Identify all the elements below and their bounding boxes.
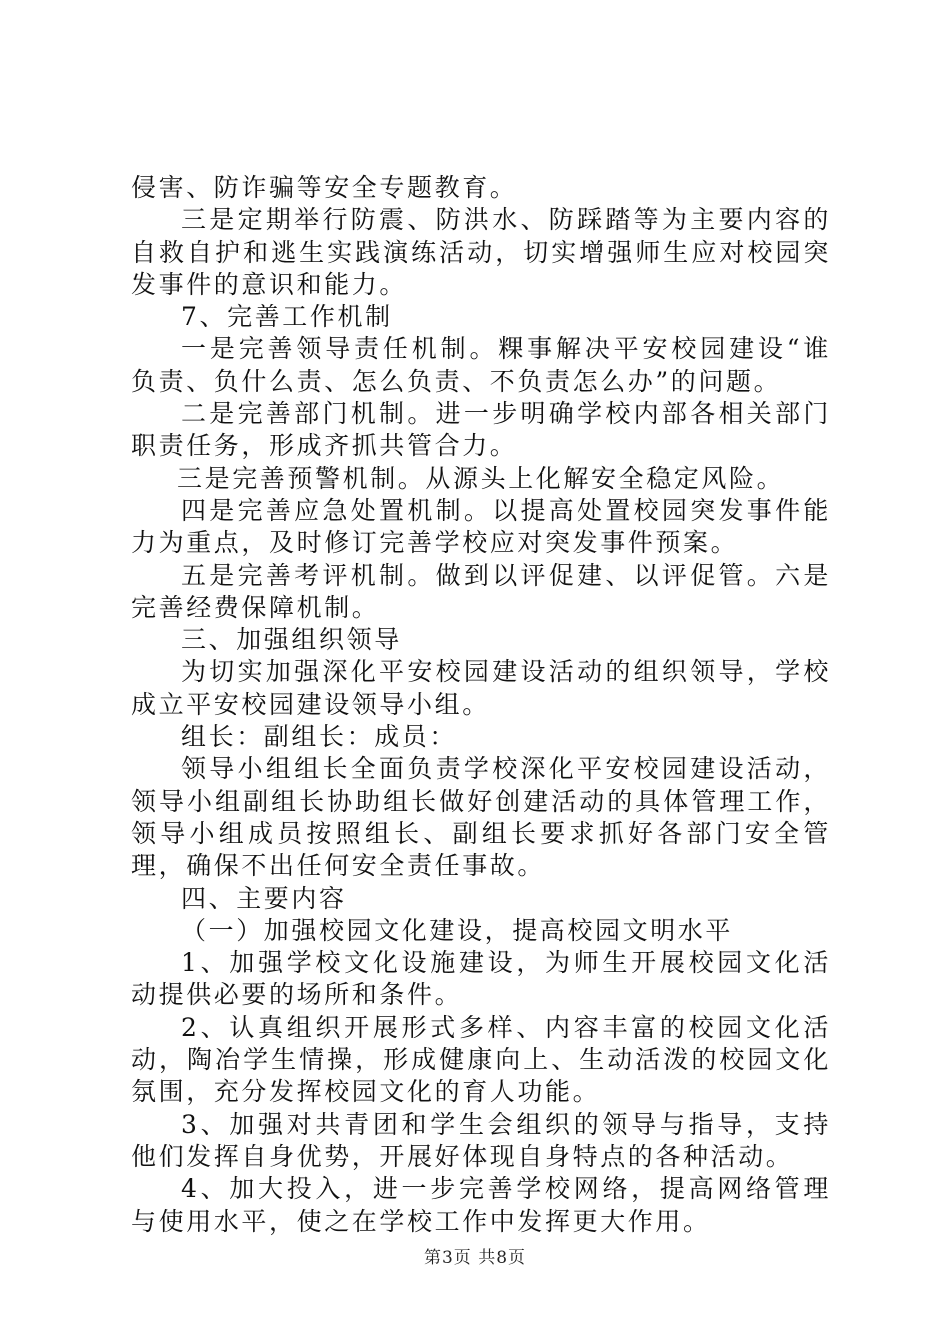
paragraph-leadership-mechanism: 一是完善领导责任机制。粿事解决平安校园建设“谁负责、负什么责、怎么负责、不负责怎么办”的问题。: [131, 334, 831, 396]
paragraph-leading-group: 为切实加强深化平安校园建设活动的组织领导，学校成立平安校园建设领导小组。: [131, 657, 831, 719]
paragraph-continuation: 侵害、防诈骗等安全专题教育。: [131, 173, 518, 202]
paragraph-group-duties: 领导小组组长全面负责学校深化平安校园建设活动，领导小组副组长协助组长做好创建活动的具体管理工作，领导小组成员按照组长、副组长要求抓好各部门安全管理，确保不出任何安全责任事故。: [131, 754, 831, 881]
paragraph-drill-activities: 三是定期举行防震、防洪水、防踩踏等为主要内容的自救自护和逃生实践演练活动，切实增强师生应对校园突发事件的意识和能力。: [131, 205, 831, 299]
paragraph-emergency-mechanism: 四是完善应急处置机制。以提高处置校园突发事件能力为重点，及时修订完善学校应对突发事件预案。: [131, 495, 831, 558]
heading-organization-leadership: 三、加强组织领导: [181, 625, 402, 655]
page-number-footer: 第3页 共8页: [423, 1248, 527, 1268]
paragraph-department-mechanism: 二是完善部门机制。进一步明确学校内部各相关部门职责任务，形成齐抓共管合力。: [131, 399, 831, 461]
list-item-culture-facilities: 1、加强学校文化设施建设，为师生开展校园文化活动提供必要的场所和条件。: [131, 948, 831, 1010]
paragraph-evaluation-mechanism: 五是完善考评机制。做到以评促建、以评促管。六是完善经费保障机制。: [131, 560, 831, 622]
document-body: [131, 172, 831, 1238]
heading-improve-mechanism: 7、完善工作机制: [181, 302, 393, 332]
paragraph-warning-mechanism: 三是完善预警机制。从源头上化解安全稳定风险。: [177, 463, 785, 493]
list-item-culture-activities: 2、认真组织开展形式多样、内容丰富的校园文化活动，陶冶学生情操，形成健康向上、生动活泼的校园文化氛围，充分发挥校园文化的育人功能。: [131, 1012, 831, 1107]
paragraph-group-members: 组长：副组长：成员：: [181, 722, 458, 752]
heading-campus-culture: （一）加强校园文化建设，提高校园文明水平: [181, 915, 734, 945]
list-item-network: 4、加大投入，进一步完善学校网络，提高网络管理与使用水平，使之在学校工作中发挥更大作用。: [131, 1174, 831, 1236]
heading-main-content: 四、主要内容: [181, 883, 347, 913]
list-item-youth-league: 3、加强对共青团和学生会组织的领导与指导，支持他们发挥自身优势，开展好体现自身特点的各种活动。: [131, 1109, 831, 1171]
